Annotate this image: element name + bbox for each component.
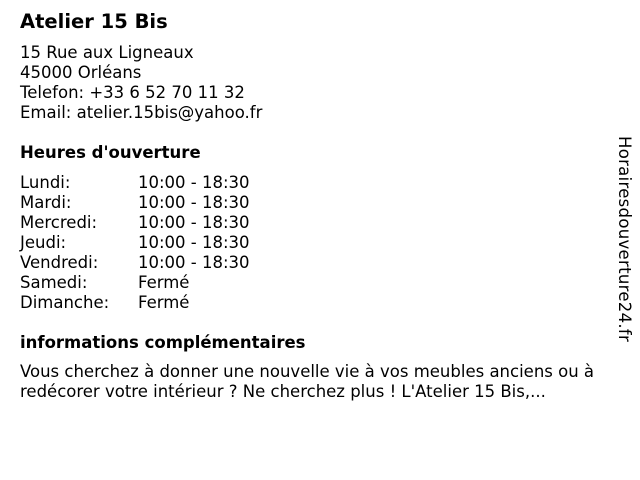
email-address: Email: atelier.15bis@yahoo.fr	[20, 103, 263, 122]
business-card	[20, 10, 610, 402]
hours-time: 10:00 - 18:30	[138, 233, 250, 252]
hours-row	[20, 233, 610, 253]
city-address: 45000 Orléans	[20, 63, 142, 82]
hours-row	[20, 193, 610, 213]
hours-day: Mercredi:	[20, 213, 98, 232]
hours-time: Fermé	[138, 293, 190, 312]
info-description: Vous cherchez à donner une nouvelle vie à vos meubles anciens ou à redécorer votre intérieur ? Ne cherchez plus ! L'Atelier 15 Bis,...	[20, 362, 595, 401]
hours-day: Samedi:	[20, 273, 88, 292]
hours-time: 10:00 - 18:30	[138, 193, 250, 212]
info-heading: informations complémentaires	[20, 333, 306, 352]
hours-time: 10:00 - 18:30	[138, 253, 250, 272]
street-address: 15 Rue aux Ligneaux	[20, 43, 194, 62]
hours-time: 10:00 - 18:30	[138, 173, 250, 192]
phone-number: Telefon: +33 6 52 70 11 32	[20, 83, 245, 102]
hours-time: 10:00 - 18:30	[138, 213, 250, 232]
hours-day: Vendredi:	[20, 253, 99, 272]
hours-day: Jeudi:	[20, 233, 67, 252]
hours-table	[20, 173, 610, 313]
hours-heading: Heures d'ouverture	[20, 143, 201, 162]
brand-watermark: Horairesdouverture24.fr	[615, 136, 634, 343]
hours-day: Mardi:	[20, 193, 72, 212]
hours-day: Lundi:	[20, 173, 71, 192]
hours-row	[20, 293, 610, 313]
hours-row	[20, 213, 610, 233]
contact-block	[20, 43, 610, 123]
hours-row	[20, 173, 610, 193]
hours-time: Fermé	[138, 273, 190, 292]
hours-row	[20, 253, 610, 273]
hours-day: Dimanche:	[20, 293, 110, 312]
hours-row	[20, 273, 610, 293]
business-name: Atelier 15 Bis	[20, 10, 168, 33]
